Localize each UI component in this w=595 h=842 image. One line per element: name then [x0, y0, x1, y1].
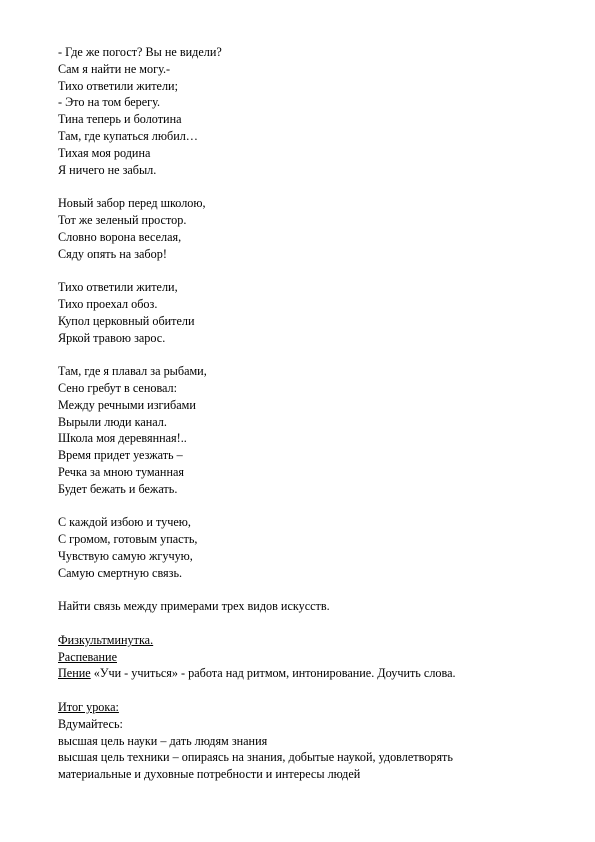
poem-stanza-1	[58, 44, 558, 178]
poem-line: С каждой избою и тучею,	[58, 515, 191, 530]
poem-line: Новый забор перед школою,	[58, 196, 206, 211]
poem-line: Сяду опять на забор!	[58, 246, 167, 261]
poem-line: - Где же погост? Вы не видели?	[58, 45, 222, 59]
blank-line	[58, 178, 558, 195]
poem-line: Самую смертную связь.	[58, 565, 183, 580]
poem-line: Время придет уезжать –	[58, 448, 183, 463]
raspevanie-heading: Распевание	[58, 649, 117, 664]
poem-stanza-2	[58, 195, 558, 262]
blank-line	[58, 582, 558, 599]
poem-line: Будет бежать и бежать.	[58, 481, 178, 496]
summary-heading: Итог урока:	[58, 700, 119, 715]
summary-line: высшая цель техники – опираясь на знания, добытые наукой, удовлетворять	[58, 750, 453, 765]
poem-stanza-4	[58, 363, 558, 497]
blank-line	[58, 262, 558, 279]
poem-line: Сам я найти не могу.-	[58, 61, 171, 76]
singing-paragraph	[58, 665, 558, 682]
blank-line	[58, 682, 558, 699]
fizkult-heading: Физкультминутка.	[58, 632, 154, 647]
singing-text: «Учи - учиться» - работа над ритмом, интонирование. Доучить слова.	[90, 666, 456, 681]
poem-line: Словно ворона веселая,	[58, 229, 182, 244]
poem-line: Тихо проехал обоз.	[58, 296, 158, 311]
poem-line: Тот же зеленый простор.	[58, 212, 187, 227]
poem-line: Школа моя деревянная!..	[58, 431, 187, 446]
poem-line: Купол церковный обители	[58, 313, 195, 328]
summary-line: высшая цель науки – дать людям знания	[58, 733, 268, 748]
summary-line: материальные и духовные потребности и интересы людей	[58, 767, 361, 782]
poem-line: Между речными изгибами	[58, 397, 196, 412]
blank-line	[58, 346, 558, 363]
blank-line	[58, 615, 558, 632]
poem-line: Там, где я плавал за рыбами,	[58, 364, 207, 379]
poem-line: С громом, готовым упасть,	[58, 532, 198, 547]
poem-line: Чувствую самую жгучую,	[58, 548, 193, 563]
poem-line: Тина теперь и болотина	[58, 112, 182, 127]
poem-line: Вырыли люди канал.	[58, 414, 167, 429]
poem-line: Я ничего не забыл.	[58, 162, 157, 177]
singing-label: Пение	[58, 666, 91, 681]
poem-line: Тихо ответили жители,	[58, 280, 178, 295]
poem-line: Тихо ответили жители;	[58, 78, 178, 93]
poem-stanza-5	[58, 514, 558, 581]
poem-line: Яркой травою зарос.	[58, 330, 166, 345]
document-page	[58, 44, 558, 783]
poem-line: - Это на том берегу.	[58, 95, 161, 110]
summary-line: Вдумайтесь:	[58, 716, 123, 731]
poem-line: Речка за мною туманная	[58, 464, 184, 479]
poem-stanza-3	[58, 279, 558, 346]
poem-line: Там, где купаться любил…	[58, 128, 198, 143]
poem-line: Тихая моя родина	[58, 145, 151, 160]
blank-line	[58, 498, 558, 515]
poem-line: Сено гребут в сеновал:	[58, 380, 178, 395]
task-text: Найти связь между примерами трех видов искусств.	[58, 599, 330, 614]
